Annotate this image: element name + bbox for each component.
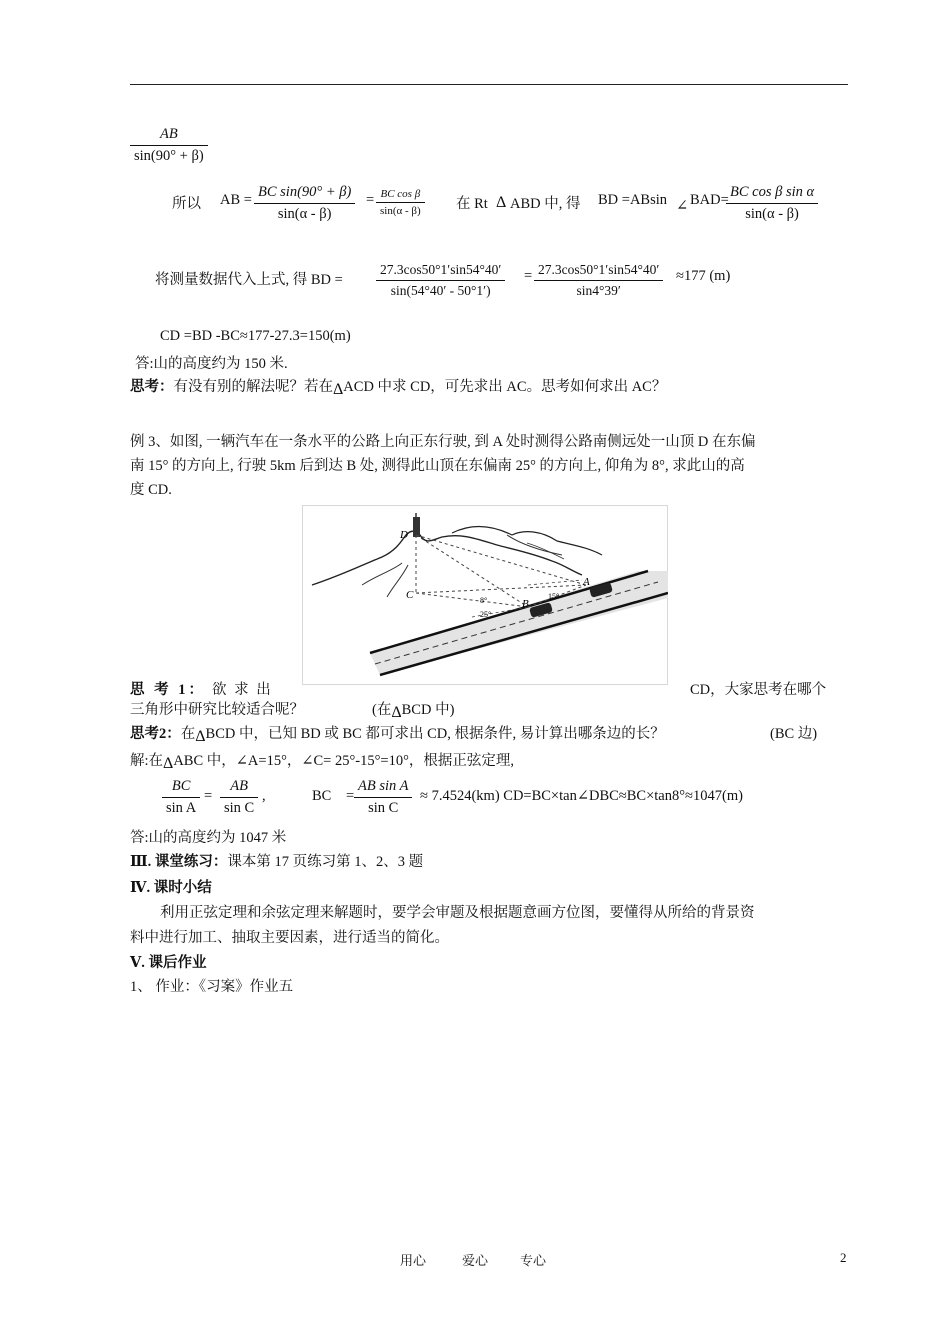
label-25deg: 25° — [480, 610, 492, 619]
triangle-symbol: Δ — [163, 755, 174, 772]
equals: = — [366, 192, 375, 208]
section-5-heading: Ⅴ. 课后作业 — [130, 955, 207, 971]
triangle-symbol: Δ — [496, 194, 507, 211]
text-zai-rt: 在 Rt — [456, 196, 488, 212]
think1-label: 思 考 1： — [130, 682, 206, 698]
example3-line2: 南 15° 的方向上, 行驶 5km 后到达 B 处, 测得此山顶在东偏南 25° 的方向上, 仰角为 8°, 求此山的高 — [130, 458, 745, 474]
label-15deg: 15° — [548, 592, 560, 601]
think1-text: 欲 求 出 — [212, 682, 273, 698]
denominator: sin(54°40′ - 50°1′) — [390, 283, 491, 298]
footer-aixin: 爱心 — [462, 1253, 489, 1268]
fraction-substitute-2 — [534, 262, 663, 299]
think1-tail: CD，大家思考在哪个 — [690, 682, 827, 698]
section-3-label: Ⅲ. 课堂练习： — [130, 854, 228, 870]
page-number: 2 — [840, 1250, 847, 1265]
text-bad: BAD= — [690, 192, 729, 208]
think2-text-b: BCD 中，已知 BD 或 BC 都可求出 CD, 根据条件, 易计算出哪条边的长？ — [205, 726, 665, 742]
footer-zhuanxin: 专心 — [520, 1253, 547, 1268]
section-4-line2: 料中进行加工、抽取主要因素，进行适当的简化。 — [130, 930, 449, 946]
comma: , — [262, 788, 266, 804]
numerator: BC — [171, 778, 191, 794]
fraction-ab-sina-sinc — [354, 778, 412, 817]
fraction-bd-result — [726, 184, 818, 223]
example3-line1: 例 3、如图, 一辆汽车在一条水平的公路上向正东行驶, 到 A 处时测得公路南侧远处一山顶 D 在东偏 — [130, 434, 756, 450]
label-8deg: 8° — [480, 596, 488, 605]
solve-text: ABC 中，∠A=15°，∠C= 25°-15°=10°，根据正弦定理, — [173, 753, 515, 769]
section-3 — [130, 850, 423, 871]
hint-open: (在 — [372, 702, 392, 718]
text-bc-result: ≈ 7.4524(km) CD=BC×tan∠DBC≈BC×tan8°≈1047(m) — [420, 788, 743, 804]
angle-symbol: ∠ — [676, 198, 689, 214]
think-label: 思考： — [130, 379, 174, 395]
think-text-b: ACD 中求 CD，可先求出 AC。思考如何求出 AC？ — [343, 379, 667, 395]
mountain-road-figure — [302, 505, 668, 685]
text-answer-2: 答:山的高度约为 1047 米 — [130, 830, 287, 846]
label-a: A — [583, 576, 590, 588]
think2-label: 思考2： — [130, 726, 181, 742]
fraction-bc-sin — [254, 184, 355, 223]
denominator: sin(α - β) — [745, 206, 799, 222]
numerator: 27.3cos50°1′sin54°40′ — [380, 262, 502, 277]
denominator: sin A — [166, 800, 197, 816]
think2-text-a: 在 — [180, 726, 196, 742]
numerator: BC sin(90° + β) — [258, 184, 352, 200]
numerator: BC cos β sin α — [730, 184, 815, 200]
text-ab-eq: AB = — [220, 192, 252, 208]
section-3-text: 课本第 17 页练习第 1、2、3 题 — [227, 854, 424, 870]
numerator: BC cos β — [380, 188, 421, 200]
numerator: AB sin A — [358, 778, 409, 794]
equals: = — [346, 788, 355, 804]
numerator: 27.3cos50°1′sin54°40′ — [538, 262, 660, 277]
footer-yongxin: 用心 — [400, 1253, 427, 1268]
denominator: sin C — [224, 800, 255, 816]
triangle-symbol: Δ — [333, 381, 344, 398]
equals: = — [204, 788, 213, 804]
fraction-bc-sina — [162, 778, 200, 817]
fraction-ab-sinc — [220, 778, 258, 817]
example3-line3: 度 CD. — [130, 482, 172, 498]
solve-line — [130, 749, 514, 770]
think1-line2: 三角形中研究比较适合呢？ — [130, 702, 304, 718]
text-bc: BC — [312, 788, 332, 804]
numerator: AB — [159, 126, 178, 142]
label-d: D — [400, 529, 408, 541]
hint-close: BCD 中) — [401, 702, 455, 718]
denominator: sin C — [368, 800, 399, 816]
text-abd: ABD 中, 得 — [510, 196, 581, 212]
fraction-substitute-1 — [376, 262, 505, 299]
label-b: B — [522, 598, 529, 610]
text-substitute: 将测量数据代入上式, 得 BD = — [155, 272, 343, 288]
denominator: sin4°39′ — [576, 283, 621, 298]
think-text-a: 有没有别的解法呢？若在 — [173, 379, 333, 395]
header-rule — [130, 84, 848, 85]
fraction-bc-cos — [376, 188, 425, 217]
section-4-line1: 利用正弦定理和余弦定理来解题时，要学会审题及根据题意画方位图，要懂得从所给的背景资 — [160, 905, 755, 921]
triangle-symbol: Δ — [391, 704, 402, 721]
text-bd-absin: BD =ABsin — [598, 192, 668, 208]
think1-hint — [372, 698, 454, 719]
fraction-ab-over-sin — [130, 126, 208, 165]
think2-line — [130, 722, 665, 743]
triangle-symbol: Δ — [195, 728, 206, 745]
equals: = — [524, 268, 533, 284]
denominator: sin(90° + β) — [134, 148, 204, 164]
text-approx-177: ≈177 (m) — [676, 268, 731, 284]
section-5-item: 1、 作业：《习案》作业五 — [130, 979, 294, 995]
think2-hint: (BC 边) — [770, 726, 818, 742]
label-c: C — [406, 589, 414, 601]
think-line — [130, 375, 666, 396]
denominator: sin(α - β) — [380, 205, 421, 217]
numerator: AB — [230, 778, 248, 794]
solve-prefix: 解:在 — [130, 753, 164, 769]
text-suoyi: 所以 — [172, 196, 201, 212]
text-answer-1: 答:山的高度约为 150 米. — [135, 356, 288, 372]
section-4-heading: Ⅳ. 课时小结 — [130, 880, 212, 896]
text-cd-line: CD =BD -BC≈177-27.3=150(m) — [160, 328, 351, 344]
denominator: sin(α - β) — [277, 206, 332, 222]
